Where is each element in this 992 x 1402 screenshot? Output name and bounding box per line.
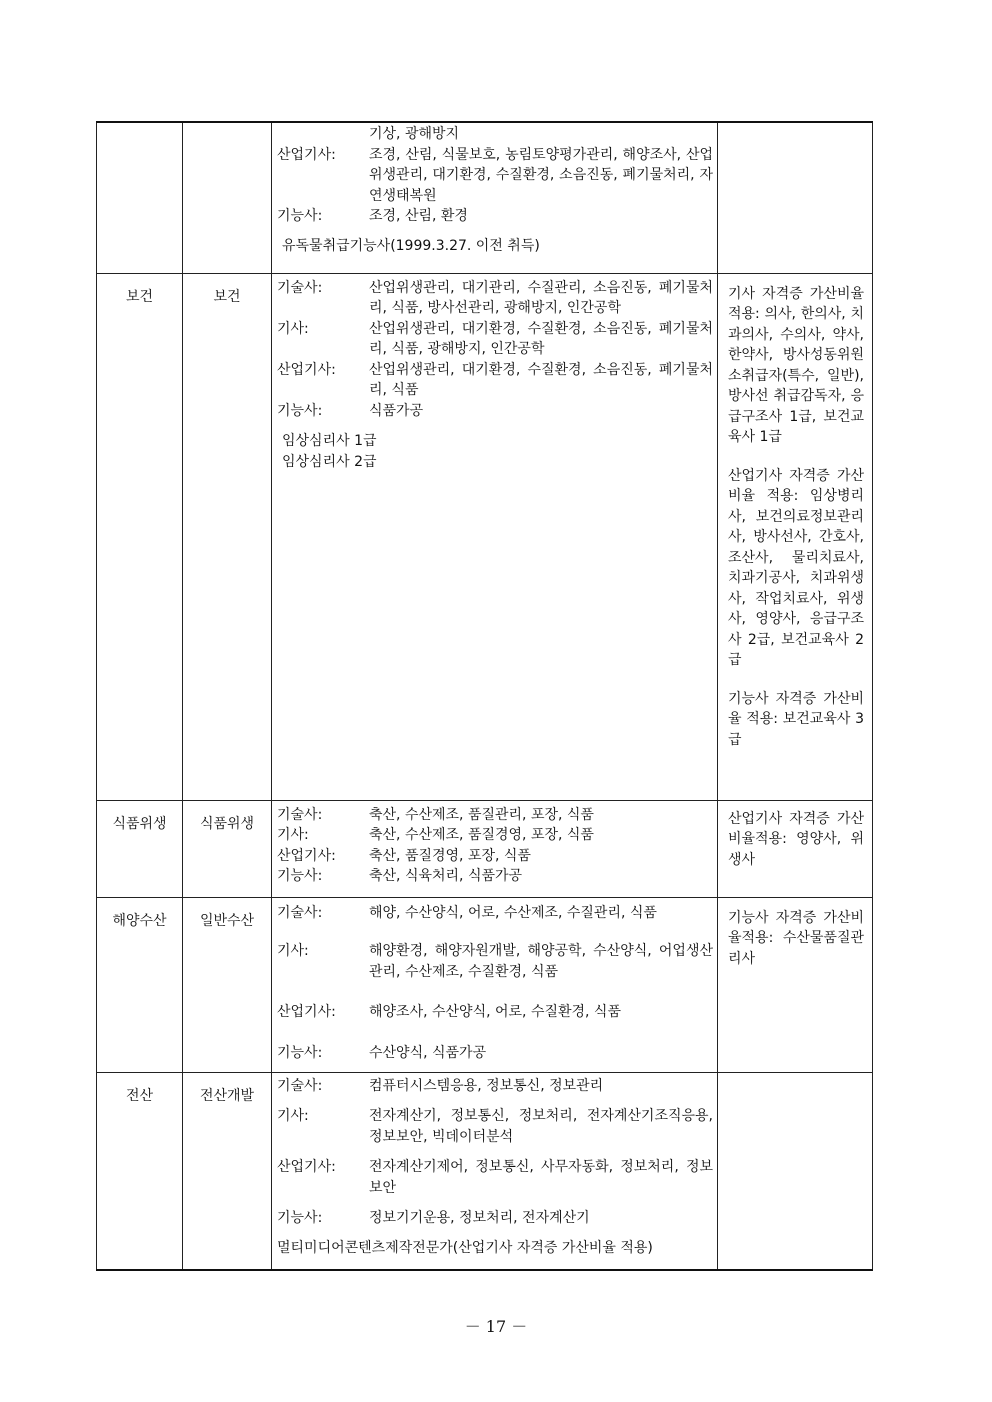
qualification-line — [272, 1076, 717, 1097]
qualification-line — [272, 941, 717, 982]
grade-label: 기능사: — [277, 868, 323, 884]
qualification-line — [272, 360, 717, 401]
grade-label: 산업기사: — [277, 1004, 336, 1020]
grade-label: 기사: — [277, 320, 309, 337]
field-subcategory: 일반수산 — [183, 897, 272, 1072]
page-number: － 17 － — [464, 1317, 528, 1336]
field-category: 보건 — [97, 273, 183, 800]
certification-table — [96, 121, 873, 1271]
table-row — [97, 800, 873, 897]
qualification-cell — [272, 122, 718, 273]
qualification-list: 조경, 산림, 식물보호, 농림토양평가관리, 해양조사, 산업위생관리, 대기환경, 수질환경, 소음진동, 폐기물처리, 자연생태복원 — [369, 146, 713, 204]
extra-qualification: 멀티미디어콘텐츠제작전문가(산업기사 자격증 가산비율 적용) — [277, 1239, 653, 1256]
qualification-list: 해양조사, 수산양식, 어로, 수질환경, 식품 — [369, 1004, 621, 1020]
field-category — [97, 122, 183, 273]
grade-label: 기사: — [277, 943, 309, 959]
qualification-line — [272, 278, 717, 319]
qualification-list: 축산, 식육처리, 식품가공 — [369, 868, 523, 884]
extra-qualification: 임상심리사 1급 — [282, 433, 377, 449]
qualification-cell — [272, 273, 718, 800]
extra-qualification: 유독물취급기능사(1999.3.27. 이전 취득) — [282, 237, 540, 254]
table-row — [97, 122, 873, 273]
bonus-note: 기능사 자격증 가산비율적용: 수산물품질관리사 — [728, 909, 864, 967]
qualification-list: 전자계산기제어, 정보통신, 사무자동화, 정보처리, 정보보안 — [369, 1159, 713, 1196]
note-cell — [718, 897, 873, 1072]
grade-label: 산업기사: — [277, 847, 336, 864]
field-subcategory: 전산개발 — [183, 1072, 272, 1270]
qualification-line — [272, 825, 717, 846]
field-subcategory: 보건 — [183, 273, 272, 800]
grade-label: 기술사: — [277, 1077, 323, 1094]
qualification-list: 산업위생관리, 대기관리, 수질관리, 소음진동, 폐기물처리, 식품, 방사선관리, 광해방지, 인간공학 — [369, 279, 713, 316]
grade-label: 기술사: — [277, 806, 323, 823]
qualification-list: 축산, 품질경영, 포장, 식품 — [369, 847, 531, 864]
grade-label — [277, 124, 369, 145]
qualification-line — [272, 805, 717, 826]
grade-label: 기사: — [277, 1108, 309, 1124]
qualification-list: 해양환경, 해양자원개발, 해양공학, 수산양식, 어업생산관리, 수산제조, 수질환경, 식품 — [369, 943, 713, 980]
qualification-line — [272, 1106, 717, 1147]
qualification-line — [272, 206, 717, 227]
note-cell — [718, 273, 873, 800]
qualification-list: 컴퓨터시스템응용, 정보통신, 정보관리 — [369, 1077, 604, 1094]
qualification-list: 기상, 광해방지 — [369, 126, 460, 142]
qualification-line — [272, 1157, 717, 1198]
field-category: 식품위생 — [97, 800, 183, 897]
grade-label: 기사: — [277, 827, 309, 843]
grade-label: 산업기사: — [277, 361, 336, 378]
qualification-list: 산업위생관리, 대기환경, 수질환경, 소음진동, 폐기물처리, 식품 — [369, 361, 713, 398]
grade-label: 산업기사: — [277, 146, 336, 163]
bonus-note: 기능사 자격증 가산비율 적용: 보건교육사 3급 — [728, 690, 864, 748]
qualification-list: 식품가공 — [369, 402, 424, 419]
grade-label: 산업기사: — [277, 1159, 336, 1175]
bonus-note: 산업기사 자격증 가산비율 적용: 임상병리사, 보건의료정보관리사, 방사선사, 간호사, 조산사, 물리치료사, 치과기공사, 치과위생사, 작업치료사, 위생사, 영양사, 응급구조사 2급, 보건교육사 2급 — [728, 467, 864, 668]
qualification-list: 축산, 수산제조, 품질경영, 포장, 식품 — [369, 827, 594, 843]
qualification-list: 축산, 수산제조, 품질관리, 포장, 식품 — [369, 806, 594, 823]
qualification-line — [272, 319, 717, 360]
qualification-list: 수산양식, 식품가공 — [369, 1044, 487, 1061]
bonus-note: 산업기사 자격증 가산비율적용: 영양사, 위생사 — [728, 810, 864, 868]
qualification-line — [272, 846, 717, 867]
qualification-list: 정보기기운용, 정보처리, 전자계산기 — [369, 1210, 590, 1226]
qualification-list: 해양, 수산양식, 어로, 수산제조, 수질관리, 식품 — [369, 904, 657, 921]
qualification-cell — [272, 800, 718, 897]
note-cell — [718, 800, 873, 897]
bonus-note: 기사 자격증 가산비율 적용: 의사, 한의사, 치과의사, 수의사, 약사, 한약사, 방사성동위원소취급자(특수, 일반), 방사선 취급감독자, 응급구조사 1급, 보건교육사 1급 — [728, 285, 864, 445]
qualification-line — [272, 1208, 717, 1229]
table-row — [97, 1072, 873, 1270]
field-subcategory: 식품위생 — [183, 800, 272, 897]
field-subcategory — [183, 122, 272, 273]
grade-label: 기능사: — [277, 402, 323, 419]
extra-qualification: 임상심리사 2급 — [282, 453, 377, 470]
qualification-line — [272, 401, 717, 422]
grade-label: 기술사: — [277, 279, 323, 296]
note-cell — [718, 122, 873, 273]
qualification-list: 조경, 산림, 환경 — [369, 208, 468, 224]
qualification-line — [272, 903, 717, 924]
note-cell — [718, 1072, 873, 1270]
qualification-line — [272, 1002, 717, 1023]
table-row — [97, 897, 873, 1072]
table-row — [97, 273, 873, 800]
field-category: 전산 — [97, 1072, 183, 1270]
grade-label: 기능사: — [277, 1044, 323, 1061]
field-category: 해양수산 — [97, 897, 183, 1072]
qualification-line — [272, 124, 717, 145]
grade-label: 기능사: — [277, 208, 323, 224]
grade-label: 기술사: — [277, 904, 323, 921]
qualification-cell — [272, 897, 718, 1072]
qualification-cell — [272, 1072, 718, 1270]
qualification-line — [272, 145, 717, 207]
qualification-line — [272, 1043, 717, 1064]
qualification-list: 전자계산기, 정보통신, 정보처리, 전자계산기조직응용, 정보보안, 빅데이터분석 — [369, 1108, 713, 1145]
qualification-list: 산업위생관리, 대기환경, 수질환경, 소음진동, 폐기물처리, 식품, 광해방지, 인간공학 — [369, 320, 713, 357]
grade-label: 기능사: — [277, 1210, 323, 1226]
qualification-line — [272, 866, 717, 887]
